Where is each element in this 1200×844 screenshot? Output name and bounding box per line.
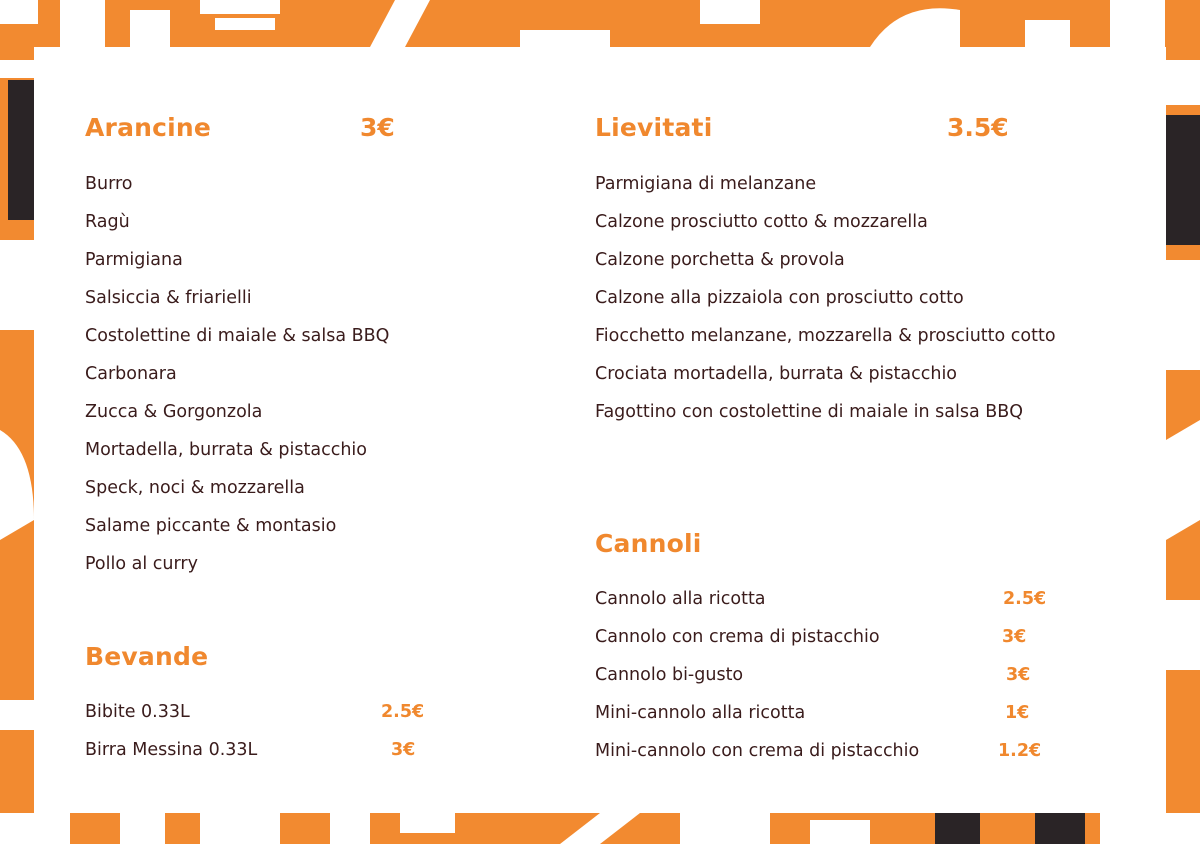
- item-name: Bibite 0.33L: [85, 702, 190, 722]
- item-price: 1.2€: [998, 741, 1042, 761]
- lievitati-title: Lievitati: [595, 113, 713, 142]
- bevande-list: [85, 693, 430, 769]
- list-item: Costolettine di maiale & salsa BBQ: [85, 326, 390, 346]
- list-item: [595, 580, 1065, 618]
- item-name: Birra Messina 0.33L: [85, 740, 258, 760]
- list-item: Mortadella, burrata & pistacchio: [85, 440, 367, 460]
- list-item: [85, 693, 430, 731]
- list-item: Burro: [85, 174, 133, 194]
- item-price: 3€: [1002, 627, 1027, 647]
- list-item: Calzone alla pizzaiola con prosciutto cotto: [595, 288, 964, 308]
- list-item: Parmigiana: [85, 250, 183, 270]
- list-item: Crociata mortadella, burrata & pistacchio: [595, 364, 958, 384]
- arancine-list: [85, 165, 389, 583]
- list-item: Fagottino con costolettine di maiale in salsa BBQ: [595, 402, 1024, 422]
- item-price: 2.5€: [381, 702, 425, 722]
- arancine-price: 3€: [360, 113, 395, 142]
- list-item: [85, 731, 430, 769]
- list-item: Salame piccante & montasio: [85, 516, 337, 536]
- list-item: Calzone prosciutto cotto & mozzarella: [595, 212, 928, 232]
- menu-card: [34, 47, 1166, 813]
- bevande-title: Bevande: [85, 642, 209, 671]
- lievitati-list: [595, 165, 1056, 431]
- item-name: Cannolo con crema di pistacchio: [595, 627, 880, 647]
- item-name: Cannolo alla ricotta: [595, 589, 766, 609]
- item-price: 1€: [1005, 703, 1030, 723]
- list-item: Parmigiana di melanzane: [595, 174, 817, 194]
- item-price: 3€: [1006, 665, 1031, 685]
- list-item: [595, 694, 1065, 732]
- item-name: Cannolo bi-gusto: [595, 665, 744, 685]
- item-price: 3€: [391, 740, 416, 760]
- list-item: [595, 618, 1065, 656]
- list-item: Zucca & Gorgonzola: [85, 402, 263, 422]
- list-item: Carbonara: [85, 364, 177, 384]
- item-name: Mini-cannolo alla ricotta: [595, 703, 806, 723]
- list-item: Calzone porchetta & provola: [595, 250, 845, 270]
- list-item: Salsiccia & friarielli: [85, 288, 252, 308]
- list-item: Fiocchetto melanzane, mozzarella & prosciutto cotto: [595, 326, 1056, 346]
- cannoli-title: Cannoli: [595, 529, 702, 558]
- lievitati-price: 3.5€: [947, 113, 1009, 142]
- item-name: Mini-cannolo con crema di pistacchio: [595, 741, 920, 761]
- item-price: 2.5€: [1003, 589, 1047, 609]
- cannoli-list: [595, 580, 1065, 770]
- list-item: [595, 732, 1065, 770]
- arancine-title: Arancine: [85, 113, 212, 142]
- list-item: Speck, noci & mozzarella: [85, 478, 305, 498]
- list-item: [595, 656, 1065, 694]
- list-item: Ragù: [85, 212, 130, 232]
- list-item: Pollo al curry: [85, 554, 198, 574]
